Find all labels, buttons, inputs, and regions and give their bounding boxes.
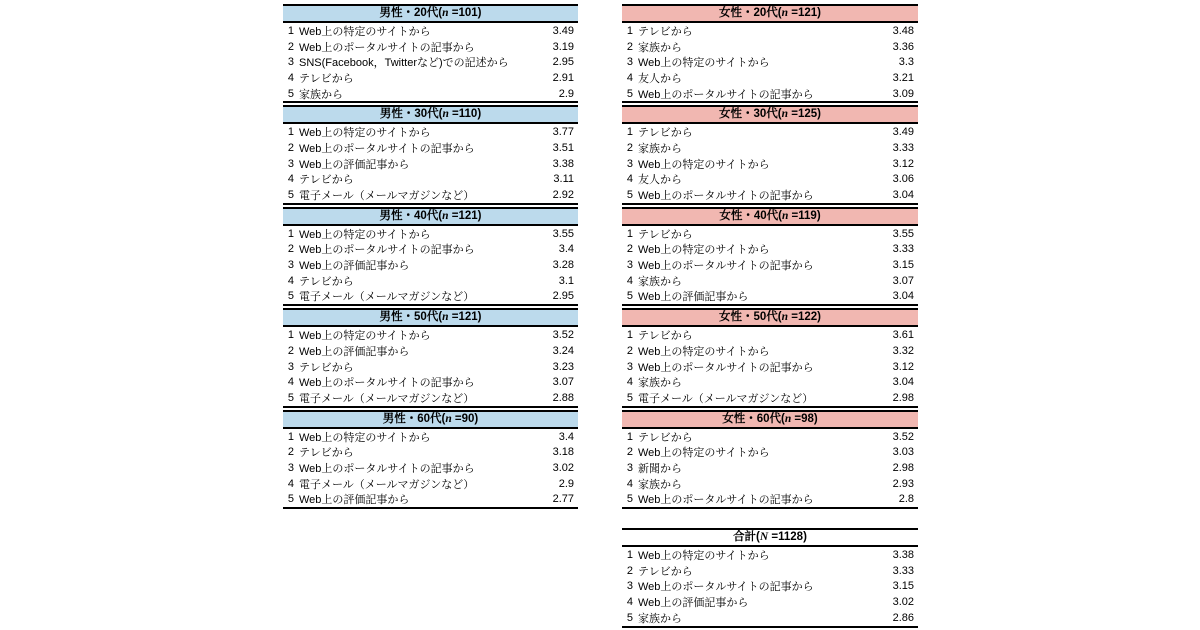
sample-size-symbol: n	[442, 108, 449, 121]
row-rank: 5	[626, 290, 633, 303]
row-rank: 2	[626, 564, 633, 577]
sample-size-symbol: n	[442, 7, 449, 19]
table-row	[622, 257, 918, 273]
row-rank: 3	[287, 56, 294, 69]
row-rank: 5	[626, 391, 633, 404]
row-rank: 4	[287, 274, 294, 287]
row-value: 3.02	[552, 461, 574, 474]
row-label: Web上のポータルサイトの記事から	[638, 190, 814, 203]
table-title: 女性・30代(	[719, 108, 782, 121]
row-label: Web上のポータルサイトの記事から	[638, 88, 814, 101]
sample-size-symbol: n	[781, 209, 789, 222]
row-rank: 1	[626, 227, 633, 240]
row-rank: 1	[626, 126, 633, 139]
row-label: 電子メール（メールマガジンなど）	[299, 392, 475, 405]
row-label: 新聞から	[638, 462, 682, 475]
row-value: 3.33	[892, 564, 914, 577]
ranking-table-female-2	[622, 207, 918, 306]
table-header	[283, 308, 578, 327]
row-rank: 1	[287, 329, 294, 342]
row-rank: 5	[287, 493, 294, 506]
row-label: Web上の特定のサイトから	[299, 431, 431, 444]
table-row	[283, 390, 578, 406]
table-row	[283, 124, 578, 140]
table-row	[622, 70, 918, 86]
row-label: Web上の評価記事から	[299, 158, 410, 171]
table-row	[283, 140, 578, 156]
table-title: 合計(	[733, 531, 760, 544]
table-body	[622, 226, 918, 306]
row-rank: 1	[287, 24, 294, 37]
table-header	[283, 105, 578, 124]
row-value: 3.32	[892, 344, 914, 357]
sample-size-value: =98)	[791, 412, 818, 425]
row-label: テレビから	[299, 174, 354, 187]
row-label: 家族から	[638, 612, 682, 625]
ranking-table-female-1	[622, 105, 918, 204]
row-value: 3.12	[892, 360, 914, 373]
sample-size-symbol: n	[781, 7, 789, 19]
row-value: 3.52	[892, 430, 914, 443]
row-rank: 4	[287, 376, 294, 389]
table-body	[622, 429, 918, 509]
ranking-table-male-3	[283, 308, 578, 407]
table-row	[622, 476, 918, 492]
row-label: 家族から	[638, 377, 682, 390]
table-row	[622, 226, 918, 242]
row-rank: 3	[626, 461, 633, 474]
row-label: テレビから	[638, 127, 693, 140]
row-label: 電子メール（メールマガジンなど）	[638, 392, 814, 405]
row-value: 3.1	[558, 274, 574, 287]
row-value: 3.3	[898, 56, 914, 69]
row-value: 3.04	[892, 290, 914, 303]
table-body	[283, 124, 578, 204]
table-header	[622, 410, 918, 429]
sample-size-value: =119)	[788, 209, 821, 222]
ranking-table-female-4	[622, 410, 918, 509]
sample-size-symbol: n	[442, 209, 449, 222]
row-label: Web上の評価記事から	[299, 494, 410, 507]
table-row	[283, 429, 578, 445]
table-body	[283, 327, 578, 407]
sample-size-value: =110)	[448, 108, 482, 121]
table-row	[622, 39, 918, 55]
row-label: Web上の特定のサイトから	[638, 345, 770, 358]
row-value: 3.77	[552, 126, 574, 139]
row-rank: 2	[287, 344, 294, 357]
row-rank: 1	[626, 24, 633, 37]
row-rank: 3	[287, 259, 294, 272]
row-label: Web上の特定のサイトから	[638, 57, 770, 70]
row-label: Web上の特定のサイトから	[299, 25, 431, 38]
row-value: 3.18	[552, 446, 574, 459]
row-label: Web上の特定のサイトから	[299, 228, 431, 241]
table-body	[622, 23, 918, 103]
row-value: 3.38	[892, 549, 914, 562]
row-value: 3.02	[892, 596, 914, 609]
row-label: Web上のポータルサイトの記事から	[299, 462, 475, 475]
table-row	[622, 86, 918, 102]
table-header	[622, 308, 918, 327]
table-row	[622, 390, 918, 406]
row-value: 3.19	[552, 40, 574, 53]
row-value: 3.4	[558, 430, 574, 443]
table-body	[283, 23, 578, 103]
row-label: Web上のポータルサイトの記事から	[638, 494, 814, 507]
row-value: 2.98	[892, 391, 914, 404]
table-title: 女性・50代(	[719, 311, 782, 324]
row-value: 3.55	[552, 227, 574, 240]
row-value: 3.49	[892, 126, 914, 139]
sample-size-symbol: N	[759, 531, 769, 544]
table-row	[622, 124, 918, 140]
table-body	[283, 226, 578, 306]
row-value: 3.06	[892, 173, 914, 186]
sample-size-symbol: n	[784, 412, 792, 425]
table-row	[283, 460, 578, 476]
row-label: 家族から	[638, 142, 682, 155]
row-value: 2.98	[892, 461, 914, 474]
row-value: 2.9	[558, 477, 574, 490]
table-header	[283, 207, 578, 226]
row-rank: 4	[626, 173, 633, 186]
table-row	[622, 343, 918, 359]
row-label: 友人から	[638, 174, 682, 187]
row-rank: 1	[626, 329, 633, 342]
sample-size-value: =1128)	[768, 531, 807, 544]
row-rank: 5	[287, 189, 294, 202]
row-rank: 5	[626, 87, 633, 100]
table-row	[283, 289, 578, 305]
row-rank: 5	[626, 493, 633, 506]
female-column	[622, 4, 918, 630]
row-rank: 2	[626, 141, 633, 154]
row-rank: 2	[626, 344, 633, 357]
row-rank: 3	[626, 360, 633, 373]
row-label: Web上のポータルサイトの記事から	[638, 361, 814, 374]
row-rank: 3	[287, 157, 294, 170]
row-rank: 1	[287, 227, 294, 240]
sample-size-symbol: n	[442, 311, 449, 324]
table-row	[283, 86, 578, 102]
table-row	[622, 273, 918, 289]
row-label: 電子メール（メールマガジンなど）	[299, 291, 475, 304]
row-label: 電子メール（メールマガジンなど）	[299, 190, 475, 203]
row-value: 2.95	[552, 290, 574, 303]
ranking-table-male-2	[283, 207, 578, 306]
table-row	[622, 429, 918, 445]
row-value: 3.04	[892, 189, 914, 202]
row-label: Web上のポータルサイトの記事から	[299, 142, 475, 155]
row-rank: 3	[626, 580, 633, 593]
table-row	[283, 242, 578, 258]
table-row	[622, 374, 918, 390]
sample-size-symbol: n	[781, 311, 789, 324]
total-table-spacer	[622, 511, 918, 528]
row-label: テレビから	[638, 25, 693, 38]
table-row	[622, 172, 918, 188]
table-header	[622, 4, 918, 23]
row-rank: 2	[626, 243, 633, 256]
row-label: Web上の特定のサイトから	[299, 127, 431, 140]
row-label: テレビから	[299, 447, 354, 460]
row-label: Web上の特定のサイトから	[299, 330, 431, 343]
row-label: テレビから	[638, 228, 693, 241]
sample-size-value: =122)	[788, 311, 821, 324]
row-label: 家族から	[638, 275, 682, 288]
table-row	[622, 156, 918, 172]
table-row	[622, 140, 918, 156]
row-rank: 2	[626, 40, 633, 53]
table-title: 男性・50代(	[379, 311, 443, 324]
table-row	[622, 594, 918, 610]
sample-size-value: =101)	[448, 7, 482, 19]
row-label: Web上の評価記事から	[299, 345, 410, 358]
male-column	[283, 4, 578, 511]
table-row	[622, 187, 918, 203]
table-body	[622, 327, 918, 407]
row-label: テレビから	[299, 72, 354, 85]
table-row	[622, 444, 918, 460]
row-label: Web上のポータルサイトの記事から	[299, 244, 475, 257]
table-header	[622, 105, 918, 124]
table-row	[622, 242, 918, 258]
row-value: 3.04	[892, 376, 914, 389]
table-row	[283, 273, 578, 289]
row-value: 3.21	[892, 71, 914, 84]
row-label: 友人から	[638, 72, 682, 85]
table-title: 男性・60代(	[382, 412, 446, 425]
table-body	[283, 429, 578, 509]
table-body	[622, 547, 918, 627]
row-rank: 5	[287, 87, 294, 100]
table-title: 男性・40代(	[379, 209, 443, 222]
row-value: 3.03	[892, 446, 914, 459]
ranking-table-male-4	[283, 410, 578, 509]
row-rank: 5	[287, 391, 294, 404]
row-value: 3.48	[892, 24, 914, 37]
row-label: Web上の評価記事から	[299, 260, 410, 273]
table-row	[622, 289, 918, 305]
row-value: 3.12	[892, 157, 914, 170]
row-value: 2.95	[552, 56, 574, 69]
table-row	[283, 70, 578, 86]
row-value: 3.23	[552, 360, 574, 373]
table-row	[283, 327, 578, 343]
row-value: 3.52	[552, 329, 574, 342]
sample-size-value: =121)	[448, 311, 482, 324]
row-rank: 3	[287, 461, 294, 474]
row-rank: 4	[287, 477, 294, 490]
row-value: 2.88	[552, 391, 574, 404]
row-label: 電子メール（メールマガジンなど）	[299, 478, 475, 491]
row-rank: 1	[626, 430, 633, 443]
row-rank: 3	[626, 157, 633, 170]
row-rank: 5	[287, 290, 294, 303]
row-rank: 2	[287, 243, 294, 256]
table-row	[622, 23, 918, 39]
table-title: 男性・20代(	[379, 7, 443, 19]
row-value: 2.77	[552, 493, 574, 506]
row-label: SNS(Facebook，Twitterなど)での記述から	[299, 57, 509, 70]
table-title: 女性・60代(	[722, 412, 785, 425]
table-title: 女性・20代(	[719, 7, 782, 19]
table-row	[622, 610, 918, 626]
sample-size-value: =90)	[451, 412, 479, 425]
table-row	[283, 39, 578, 55]
table-row	[622, 54, 918, 70]
row-rank: 4	[626, 274, 633, 287]
table-row	[283, 172, 578, 188]
ranking-table-female-0	[622, 4, 918, 103]
row-label: Web上のポータルサイトの記事から	[638, 581, 814, 594]
row-label: Web上の評価記事から	[638, 291, 749, 304]
table-row	[283, 374, 578, 390]
table-row	[283, 54, 578, 70]
sample-size-value: =125)	[788, 108, 821, 121]
row-value: 2.92	[552, 189, 574, 202]
row-rank: 1	[626, 549, 633, 562]
row-value: 2.86	[892, 611, 914, 624]
row-value: 3.55	[892, 227, 914, 240]
row-label: Web上のポータルサイトの記事から	[638, 260, 814, 273]
table-row	[283, 343, 578, 359]
row-rank: 3	[626, 56, 633, 69]
row-value: 3.28	[552, 259, 574, 272]
table-row	[283, 492, 578, 508]
row-value: 3.33	[892, 243, 914, 256]
table-row	[622, 563, 918, 579]
row-rank: 1	[287, 430, 294, 443]
table-row	[283, 444, 578, 460]
row-value: 3.51	[552, 141, 574, 154]
table-row	[622, 460, 918, 476]
row-value: 3.49	[552, 24, 574, 37]
row-rank: 4	[626, 477, 633, 490]
row-rank: 4	[626, 596, 633, 609]
table-header	[622, 207, 918, 226]
ranking-table-total	[622, 528, 918, 627]
row-label: テレビから	[638, 431, 693, 444]
table-body	[622, 124, 918, 204]
table-row	[622, 492, 918, 508]
table-row	[283, 476, 578, 492]
table-row	[283, 257, 578, 273]
row-value: 2.91	[552, 71, 574, 84]
row-rank: 4	[626, 376, 633, 389]
row-label: Web上の特定のサイトから	[638, 447, 770, 460]
row-value: 3.24	[552, 344, 574, 357]
sample-size-value: =121)	[448, 209, 482, 222]
row-rank: 2	[287, 141, 294, 154]
row-rank: 2	[287, 446, 294, 459]
row-rank: 2	[626, 446, 633, 459]
row-label: Web上の特定のサイトから	[638, 550, 770, 563]
row-label: Web上の評価記事から	[638, 597, 749, 610]
row-label: Web上の特定のサイトから	[638, 244, 770, 257]
row-label: テレビから	[638, 565, 693, 578]
row-value: 3.61	[892, 329, 914, 342]
row-rank: 3	[287, 360, 294, 373]
ranking-table-male-1	[283, 105, 578, 204]
row-value: 2.9	[558, 87, 574, 100]
row-value: 3.38	[552, 157, 574, 170]
row-value: 3.15	[892, 580, 914, 593]
table-title: 女性・40代(	[719, 209, 782, 222]
row-value: 2.8	[898, 493, 914, 506]
row-value: 2.93	[892, 477, 914, 490]
row-value: 3.33	[892, 141, 914, 154]
row-label: Web上のポータルサイトの記事から	[299, 41, 475, 54]
table-row	[283, 359, 578, 375]
table-header	[283, 4, 578, 23]
row-label: テレビから	[299, 361, 354, 374]
sample-size-symbol: n	[781, 108, 789, 121]
row-value: 3.11	[553, 173, 574, 186]
row-value: 3.07	[892, 274, 914, 287]
row-rank: 4	[287, 71, 294, 84]
table-row	[622, 547, 918, 563]
sample-size-value: =121)	[788, 7, 821, 19]
sample-size-symbol: n	[445, 412, 452, 425]
table-header	[283, 410, 578, 429]
row-label: 家族から	[638, 41, 682, 54]
row-label: Web上の特定のサイトから	[638, 158, 770, 171]
table-row	[283, 156, 578, 172]
row-value: 3.15	[892, 259, 914, 272]
table-row	[283, 226, 578, 242]
row-rank: 4	[626, 71, 633, 84]
row-value: 3.09	[892, 87, 914, 100]
row-label: テレビから	[299, 275, 354, 288]
row-label: 家族から	[638, 478, 682, 491]
row-rank: 4	[287, 173, 294, 186]
row-rank: 5	[626, 189, 633, 202]
table-row	[283, 23, 578, 39]
table-row	[622, 327, 918, 343]
row-rank: 2	[287, 40, 294, 53]
table-header	[622, 528, 918, 547]
ranking-table-male-0	[283, 4, 578, 103]
table-row	[283, 187, 578, 203]
row-value: 3.36	[892, 40, 914, 53]
row-rank: 5	[626, 611, 633, 624]
row-value: 3.07	[552, 376, 574, 389]
row-label: 家族から	[299, 88, 343, 101]
ranking-table-female-3	[622, 308, 918, 407]
table-title: 男性・30代(	[379, 108, 443, 121]
table-row	[622, 359, 918, 375]
row-rank: 1	[287, 126, 294, 139]
row-value: 3.4	[558, 243, 574, 256]
row-label: テレビから	[638, 330, 693, 343]
row-label: Web上のポータルサイトの記事から	[299, 377, 475, 390]
row-rank: 3	[626, 259, 633, 272]
table-row	[622, 579, 918, 595]
